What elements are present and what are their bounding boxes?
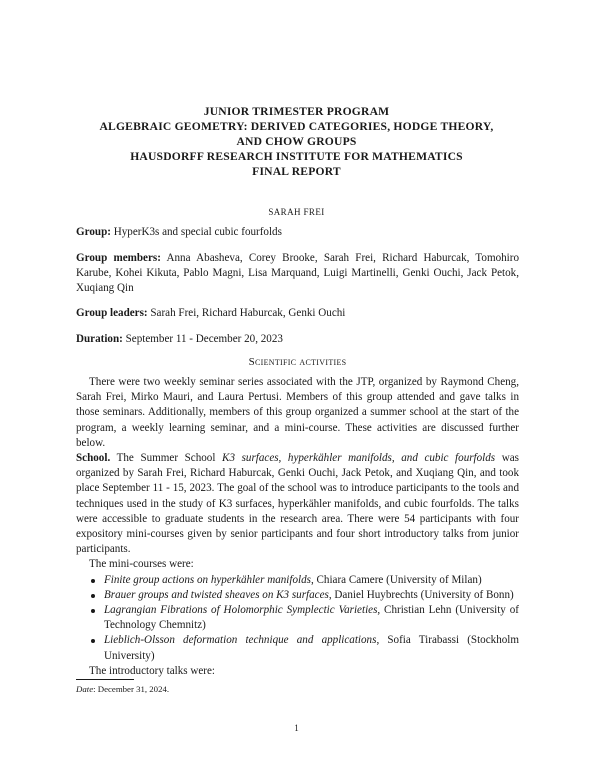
- school-label: School.: [76, 452, 111, 464]
- school-text-after: was organized by Sarah Frei, Richard Haburcak, Genki Ouchi, Jack Petok, and Xuqiang Qin, and took place September 11 - 15, 2023. The goal of the school was to introduce participants to the tools and techniques used in the study of K3 surfaces, hyperkähler manifolds, and cubic fourfolds. The talks were accessible to graduate students in the research area. There were 54 participants with four expository mini-courses given by senior participants and four short introductory talks from junior participants.: [76, 452, 519, 556]
- duration-value: September 11 - December 20, 2023: [125, 333, 283, 345]
- footnote: [76, 684, 169, 694]
- title-line: ALGEBRAIC GEOMETRY: DERIVED CATEGORIES, HODGE THEORY,: [99, 120, 494, 133]
- minicourse-list: [76, 573, 519, 664]
- list-item: [104, 573, 519, 588]
- members-label: Group members:: [76, 252, 161, 264]
- school-text-before: The Summer School: [116, 452, 216, 464]
- list-item: [104, 588, 519, 603]
- title-line: JUNIOR TRIMESTER PROGRAM: [203, 105, 390, 118]
- school-paragraph: [76, 451, 519, 557]
- members-field: [76, 251, 519, 297]
- group-label: Group:: [76, 226, 111, 238]
- course-title: Lagrangian Fibrations of Holomorphic Symplectic Varieties: [104, 604, 378, 617]
- footnote-label: Date: [76, 684, 94, 694]
- leaders-field: [76, 306, 519, 321]
- title-line: AND CHOW GROUPS: [236, 135, 357, 148]
- duration-field: [76, 332, 519, 347]
- leaders-label: Group leaders:: [76, 307, 148, 319]
- members-value: Anna Abasheva, Corey Brooke, Sarah Frei, Richard Haburcak, Tomohiro Karube, Kohei Kikuta, Pablo Magni, Lisa Marquand, Luigi Martinelli, Genki Ouchi, Jack Petok, Xuqiang Qin: [76, 252, 519, 295]
- course-title: Finite group actions on hyperkähler manifolds: [104, 573, 311, 586]
- course-speaker: , Sofia Tirabassi (Stockholm University): [104, 634, 519, 662]
- list-item: [104, 603, 519, 633]
- minicourses-intro: The mini-courses were:: [89, 558, 194, 571]
- group-field: [76, 225, 519, 240]
- talks-intro: The introductory talks were:: [89, 664, 215, 677]
- footnote-value: : December 31, 2024.: [93, 684, 170, 694]
- course-speaker: , Chiara Camere (University of Milan): [310, 573, 482, 586]
- list-item: [104, 633, 519, 663]
- group-value: HyperK3s and special cubic fourfolds: [113, 226, 282, 238]
- page-number: 1: [294, 723, 299, 733]
- report-title: [60, 104, 533, 179]
- section-heading: Scientific activities: [248, 356, 347, 368]
- school-section: [76, 451, 519, 679]
- duration-label: Duration:: [76, 333, 123, 345]
- footnote-rule: [76, 679, 134, 680]
- title-line: HAUSDORFF RESEARCH INSTITUTE FOR MATHEMATICS: [130, 150, 463, 163]
- leaders-value: Sarah Frei, Richard Haburcak, Genki Ouchi: [150, 307, 346, 319]
- course-title: Lieblich-Olsson deformation technique and applications: [104, 634, 377, 647]
- intro-paragraph: There were two weekly seminar series associated with the JTP, organized by Raymond Cheng, Sarah Frei, Mirko Mauri, and Laura Pertusi. Members of this group attended and gave talks in those seminars. Additionally, members of this group organized a summer school at the start of the program, a weekly learning seminar, and a mini-course. These activities are discussed further below.: [76, 376, 519, 449]
- course-speaker: , Daniel Huybrechts (University of Bonn): [328, 588, 514, 601]
- course-speaker: , Christian Lehn (University of Technology Chemnitz): [104, 604, 519, 632]
- title-line: FINAL REPORT: [252, 165, 341, 178]
- intro-section: [76, 375, 519, 451]
- author: SARAH FREI: [268, 207, 325, 217]
- course-title: Brauer groups and twisted sheaves on K3 surfaces: [104, 588, 329, 601]
- school-name: K3 surfaces, hyperkähler manifolds, and cubic fourfolds: [222, 452, 496, 464]
